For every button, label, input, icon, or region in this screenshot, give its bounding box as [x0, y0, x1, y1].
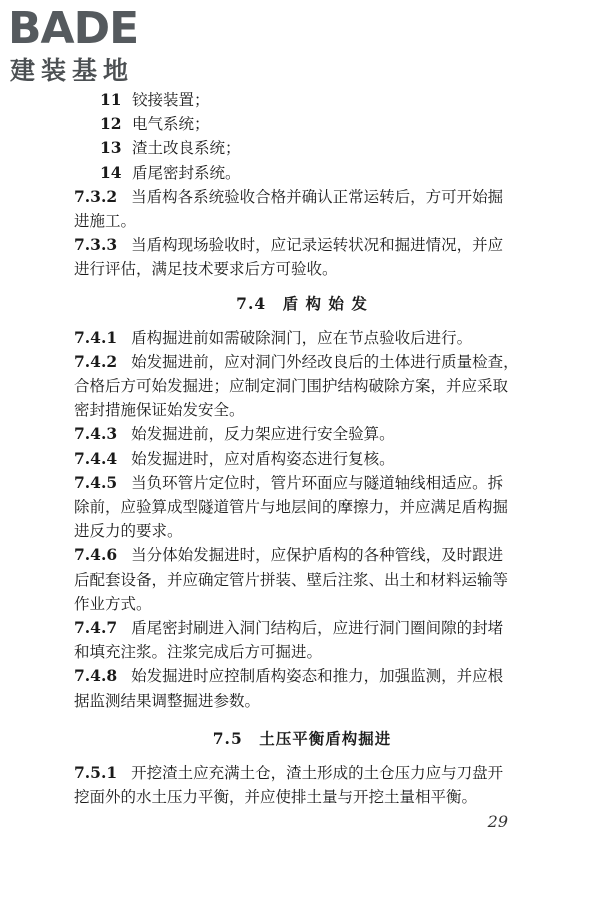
clause-number: 7.4.1	[74, 327, 118, 347]
page-body	[74, 88, 530, 809]
clause-number: 7.5.1	[74, 762, 118, 782]
logo-wordmark: BADE	[8, 3, 139, 54]
clause-7-5-1: 7.5.1 开挖渣土应充满土仓，渣土形成的土仓压力应与刀盘开 挖面外的水土压力平衡，并应使排土量与开挖土量相平衡。	[74, 762, 504, 807]
page-number: 29	[487, 812, 508, 831]
clause-number: 7.4.5	[74, 472, 118, 492]
clause-7-4-5: 7.4.5 当负环管片定位时，管片环面应与隧道轴线相适应。拆 除前，应验算成型隧道管片与地层间的摩擦力，并应满足盾构掘 进反力的要求。	[74, 472, 509, 541]
clause-7-4-7: 7.4.7 盾尾密封刷进入洞门结构后，应进行洞门圈间隙的封堵 和填充注浆。注浆完成后方可掘进。	[74, 618, 504, 662]
clause-number: 7.3.3	[74, 235, 118, 255]
list-item: 14 盾尾密封系统。	[100, 162, 241, 182]
section-heading-7-5: 7.5 土压平衡盾构掘进	[212, 728, 392, 748]
numbered-list	[74, 88, 530, 185]
clause-number: 7.4.4	[74, 448, 118, 468]
logo-subtitle: 建装基地	[10, 56, 135, 85]
clause-7-4-3: 7.4.3 始发掘进前，反力架应进行安全验算。	[74, 424, 395, 444]
bade-logo	[8, 4, 178, 86]
clause-number: 7.4.6	[74, 545, 118, 565]
clause-7-4-4: 7.4.4 始发掘进时，应对盾构姿态进行复核。	[74, 448, 395, 468]
list-item: 11 铰接装置；	[100, 90, 210, 109]
clause-7-3-3: 7.3.3 当盾构现场验收时，应记录运转状况和掘进情况，并应 进行评估，满足技术要求后方可验收。	[74, 235, 504, 279]
clause-number: 7.4.2	[74, 351, 118, 371]
clause-number: 7.4.8	[74, 666, 118, 686]
list-item: 12 电气系统；	[100, 114, 210, 134]
clause-number: 7.4.3	[74, 424, 118, 444]
clause-7-4-1: 7.4.1 盾构掘进前如需破除洞门，应在节点验收后进行。	[74, 327, 473, 347]
clause-7-4-6: 7.4.6 当分体始发掘进时，应保护盾构的各种管线，及时跟进 后配套设备，并应确定管片拼装、壁后注浆、出土和材料运输等 作业方式。	[74, 545, 509, 613]
clause-7-4-2: 7.4.2 始发掘进前，应对洞门外经改良后的土体进行质量检查， 合格后方可始发掘进；应制定洞门围护结构破除方案，并应采取 密封措施保证始发安全。	[74, 351, 519, 420]
section-heading-7-4: 7.4 盾 构 始 发	[236, 293, 368, 313]
clause-number: 7.4.7	[74, 618, 118, 638]
list-item: 13 渣土改良系统；	[100, 138, 241, 158]
clause-number: 7.3.2	[74, 186, 118, 206]
clause-7-4-8: 7.4.8 始发掘进时应控制盾构姿态和推力，加强监测，并应根 据监测结果调整掘进参数。	[74, 666, 504, 710]
clause-7-3-2: 7.3.2 当盾构各系统验收合格并确认正常运转后，方可开始掘 进施工。	[74, 186, 504, 231]
